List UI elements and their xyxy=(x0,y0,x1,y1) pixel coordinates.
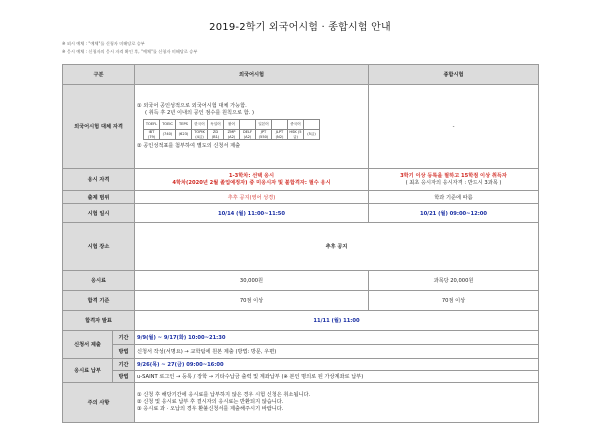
payment-method: u-SAINT 로그인 → 등록 / 장학 → 기타수납금 출력 및 계좌납부 (※ 본인 명의로 된 가상계좌로 납부) xyxy=(135,371,539,383)
header-general-exam: 종합시험 xyxy=(369,65,539,85)
substitute-general: - xyxy=(369,85,539,169)
qualification-general xyxy=(369,169,539,191)
header-category: 구분 xyxy=(63,65,135,85)
application-period: 9/9(월) ~ 9/17(화) 10:00~21:30 xyxy=(135,331,539,345)
label-place: 시험 장소 xyxy=(63,223,135,271)
scope-foreign: 추후 공지(영어 성경) xyxy=(135,191,369,204)
pass-general: 70점 이상 xyxy=(369,291,539,311)
score-name xyxy=(304,120,320,130)
score-name: TEPS xyxy=(176,120,192,130)
qualification-general-line1: 3학기 이상 등록을 필하고 15학점 이상 취득자 xyxy=(400,172,507,179)
score-name: 일본어 xyxy=(256,120,272,130)
substitute-line3: ② 공인성적표를 첨부하여 별도의 신청서 제출 xyxy=(137,143,241,149)
scope-general: 학과 기준에 따름 xyxy=(369,191,539,204)
score-name: 불어 xyxy=(224,120,240,130)
score-value: HSK (5급) xyxy=(289,130,302,139)
score-value: (740) xyxy=(160,130,176,140)
place-value: 추후 공지 xyxy=(135,223,539,271)
qualification-general-line2: ( 최초 응시자의 응시자격 : 반드시 3과목 ) xyxy=(405,179,502,186)
score-name: TOEFL xyxy=(144,120,160,130)
label-caution: 주의 사항 xyxy=(63,383,135,423)
fee-foreign: 30,000원 xyxy=(135,271,369,291)
label-application: 신청서 제출 xyxy=(63,331,113,359)
label-announce: 합격자 발표 xyxy=(63,311,135,331)
score-name xyxy=(272,120,288,130)
label-date: 시험 일시 xyxy=(63,204,135,223)
score-name: 독일어 xyxy=(208,120,224,130)
note-line: ※ 외시 예체 : "예체"를 신청자 미해당로 승부 xyxy=(62,41,145,46)
score-value: JLPT (N2) xyxy=(272,130,288,140)
payment-method-label: 방법 xyxy=(113,371,135,383)
substitute-cell xyxy=(135,85,369,169)
application-method-label: 방법 xyxy=(113,345,135,359)
application-method: 신청서 작성(서명요) → 교학팀에 원본 제출 (방법: 방문, 우편) xyxy=(135,345,539,359)
label-fee: 응시료 xyxy=(63,271,135,291)
score-value: iBT (79) xyxy=(144,130,160,140)
qualification-foreign-line1: 1-3학차: 선택 응시 xyxy=(228,172,275,179)
score-name: TOEIC xyxy=(160,120,176,130)
score-name: 한국어 xyxy=(192,120,208,130)
payment-period: 9/26(목) ~ 27(금) 09:00~16:00 xyxy=(135,359,539,371)
qualification-foreign xyxy=(135,169,369,191)
caution-item: ② 신청 및 응시료 납부 후 결시자의 응시료는 반환되지 않습니다. xyxy=(137,399,284,405)
caution-item: ① 신청 후 해당기간에 응시료를 납부하지 않은 경우 시험 신청은 취소됩니다. xyxy=(137,392,311,398)
score-value: TOPIK (4급) xyxy=(192,130,208,140)
date-general: 10/21 (월) 09:00~12:00 xyxy=(369,204,539,223)
page-title: 2019-2학기 외국어시험 · 종합시험 안내 xyxy=(209,22,391,33)
payment-period-label: 기간 xyxy=(113,359,135,371)
date-foreign: 10/14 (월) 11:00~11:50 xyxy=(135,204,369,223)
pass-foreign: 70점 이상 xyxy=(135,291,369,311)
score-value: ZMP (A2) xyxy=(224,130,240,140)
label-scope: 출제 범위 xyxy=(63,191,135,204)
caution-cell xyxy=(135,383,539,423)
label-pass: 합격 기준 xyxy=(63,291,135,311)
label-substitute: 외국어시험 대체 자격 xyxy=(63,85,135,169)
notes xyxy=(62,40,197,56)
score-value: DELF (A2) xyxy=(240,130,256,140)
score-name: 중국어 xyxy=(288,120,304,130)
application-period-label: 기간 xyxy=(113,331,135,345)
substitute-line2: ( 취득 후 2년 이내의 공인 점수를 원칙으로 함. ) xyxy=(145,110,255,116)
label-payment: 응시료 납부 xyxy=(63,359,113,383)
score-value: ZD (B1) xyxy=(208,130,224,140)
qualification-foreign-line2: 4학차(2020년 2월 졸업예정자) 중 미응시자 및 불합격자: 필수 응시 xyxy=(172,179,331,186)
score-table xyxy=(143,119,320,140)
announce-value: 11/11 (월) 11:00 xyxy=(135,311,539,331)
fee-general: 과목당 20,000원 xyxy=(369,271,539,291)
score-name xyxy=(240,120,256,130)
caution-item: ③ 응시료 과 · 오납의 경우 환불신청서를 제출해주시기 바랍니다. xyxy=(137,406,284,412)
label-qualification: 응시 자격 xyxy=(63,169,135,191)
substitute-line1: ① 외국어 공인성적으로 외국어시험 대체 가능함. xyxy=(137,103,247,109)
exam-info-table xyxy=(62,64,539,423)
score-value: JPT (550) xyxy=(256,130,272,140)
header-foreign-exam: 외국어시험 xyxy=(135,65,369,85)
note-line: ※ 응시 예체 : 신청자의 응시 자격 확인 후, "예체"를 신청자 미해당로 승부 xyxy=(62,49,198,54)
score-value: (5급) xyxy=(304,130,320,140)
score-value: (623) xyxy=(176,130,192,140)
